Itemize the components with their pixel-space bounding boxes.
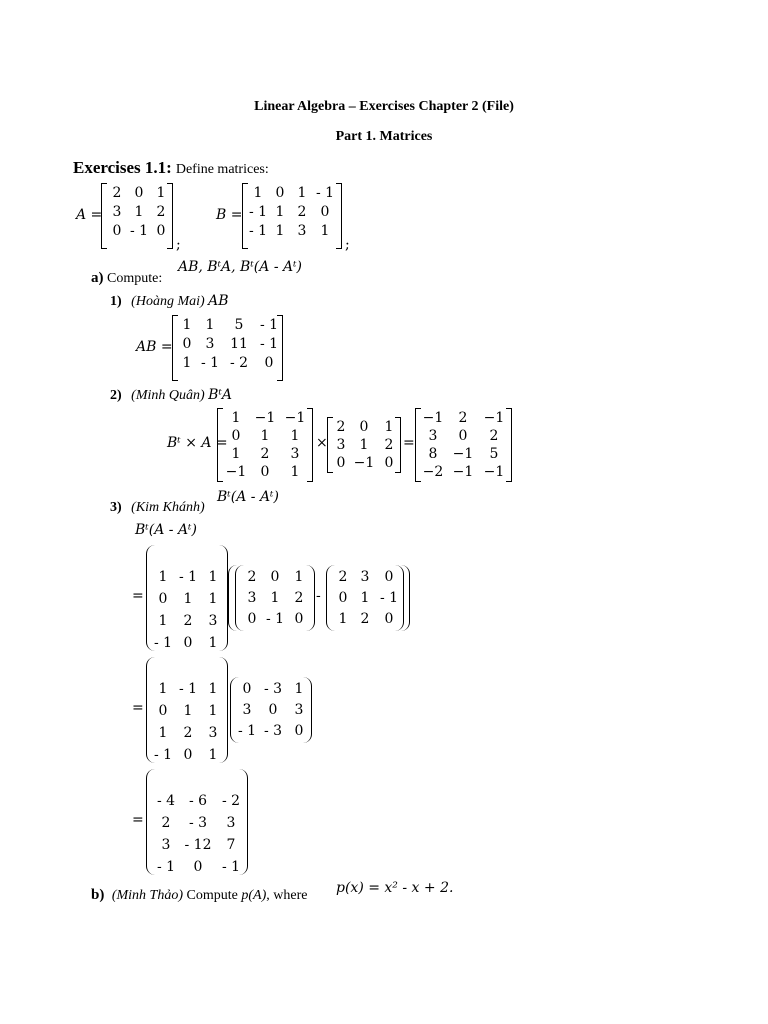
matrix-cell: 1 bbox=[359, 437, 369, 453]
matrix-cell: 0 bbox=[182, 336, 192, 352]
matrix-cell: - 1 bbox=[259, 336, 279, 352]
matrix-cell: −2 bbox=[422, 464, 444, 480]
matrix-cell: 1 bbox=[294, 569, 304, 585]
matrix-cell: −1 bbox=[353, 455, 375, 471]
matrix-a-copy bbox=[327, 417, 401, 473]
part-b-label: b) bbox=[91, 887, 105, 903]
bt-a-label: Bᵗ × A = bbox=[167, 435, 228, 451]
part-a-expression: AB, BᵗA, Bᵗ(A - Aᵗ) bbox=[178, 259, 303, 275]
matrix-cell: - 6 bbox=[188, 793, 208, 809]
matrix-cell: −1 bbox=[225, 464, 247, 480]
matrix-cell: 3 bbox=[247, 590, 257, 606]
matrix-cell: - 1 bbox=[379, 590, 399, 606]
item-3-line: Bᵗ(A - Aᵗ) bbox=[135, 522, 197, 538]
matrix-cell: 3 bbox=[208, 613, 218, 629]
matrix-cell: −1 bbox=[483, 464, 505, 480]
matrix-cell: 0 bbox=[294, 723, 304, 739]
part-b-text: Compute bbox=[186, 888, 238, 903]
part-a-label: a) bbox=[91, 270, 104, 286]
matrix-a-copy bbox=[235, 565, 315, 631]
matrix-cell: 1 bbox=[275, 223, 285, 239]
matrix-cell: 1 bbox=[158, 569, 168, 585]
matrix-cell: 0 bbox=[158, 591, 168, 607]
item-number: 2) bbox=[110, 388, 122, 403]
matrix-cell: 1 bbox=[231, 446, 241, 462]
matrix-cell: 3 bbox=[294, 702, 304, 718]
matrix-cell: 0 bbox=[242, 681, 252, 697]
item-expression: BᵗA bbox=[208, 387, 233, 403]
matrix-cell: 0 bbox=[359, 419, 369, 435]
matrix-cell: 2 bbox=[247, 569, 257, 585]
matrix-cell: 3 bbox=[226, 815, 236, 831]
matrix-cell: 2 bbox=[112, 185, 122, 201]
item-author: (Minh Quân) bbox=[131, 388, 205, 403]
document-title: Linear Algebra – Exercises Chapter 2 (File) bbox=[254, 99, 514, 114]
item-number: 1) bbox=[110, 294, 122, 309]
equals-sign: = bbox=[132, 700, 144, 716]
item-1-heading bbox=[110, 293, 229, 310]
matrix-cell: −1 bbox=[284, 410, 306, 426]
matrix-cell: 1 bbox=[205, 317, 215, 333]
matrix-cell: - 1 bbox=[200, 355, 220, 371]
matrix-cell: 1 bbox=[208, 635, 218, 651]
matrix-cell: 3 bbox=[242, 702, 252, 718]
matrix-cell: 2 bbox=[458, 410, 468, 426]
matrix-cell: 0 bbox=[247, 611, 257, 627]
times-sign: × bbox=[316, 435, 328, 451]
matrix-cell: - 1 bbox=[156, 859, 176, 875]
matrix-cell: 1 bbox=[182, 355, 192, 371]
matrix-a-label: A = bbox=[76, 207, 103, 223]
matrix-cell: 1 bbox=[183, 591, 193, 607]
matrix-cell: 0 bbox=[294, 611, 304, 627]
minus-sign: - bbox=[316, 588, 321, 604]
matrix-cell: - 1 bbox=[178, 681, 198, 697]
matrix-cell: 0 bbox=[384, 455, 394, 471]
matrix-cell: 0 bbox=[264, 355, 274, 371]
matrix-cell: 2 bbox=[260, 446, 270, 462]
matrix-cell: - 1 bbox=[248, 204, 268, 220]
matrix-cell: 1 bbox=[208, 747, 218, 763]
matrix-cell: - 2 bbox=[229, 355, 249, 371]
item-3-heading bbox=[110, 500, 205, 516]
separator: ; bbox=[176, 237, 181, 253]
matrix-cell: 0 bbox=[270, 569, 280, 585]
matrix-bt bbox=[217, 408, 313, 482]
part-heading: Part 1. Matrices bbox=[335, 129, 433, 144]
matrix-cell: 1 bbox=[158, 725, 168, 741]
matrix-cell: 3 bbox=[297, 223, 307, 239]
exercise-intro: Define matrices: bbox=[175, 162, 269, 177]
matrix-cell: - 3 bbox=[263, 723, 283, 739]
matrix-cell: - 12 bbox=[184, 837, 212, 853]
matrix-cell: 5 bbox=[234, 317, 244, 333]
matrix-cell: 1 bbox=[183, 703, 193, 719]
item-3-expression: Bᵗ(A - Aᵗ) bbox=[217, 489, 279, 505]
matrix-cell: 2 bbox=[336, 419, 346, 435]
matrix-cell: 0 bbox=[231, 428, 241, 444]
matrix-cell: - 1 bbox=[248, 223, 268, 239]
matrix-cell: 1 bbox=[297, 185, 307, 201]
matrix-cell: −1 bbox=[452, 464, 474, 480]
matrix-cell: 1 bbox=[182, 317, 192, 333]
matrix-bt bbox=[146, 545, 228, 651]
matrix-result bbox=[146, 769, 248, 875]
exercise-heading bbox=[73, 158, 269, 178]
matrix-cell: 7 bbox=[226, 837, 236, 853]
matrix-cell: 1 bbox=[208, 569, 218, 585]
matrix-cell: 0 bbox=[338, 590, 348, 606]
equals-sign: = bbox=[132, 588, 144, 604]
part-b-author: (Minh Thảo) bbox=[111, 888, 184, 903]
matrix-cell: 2 bbox=[161, 815, 171, 831]
matrix-cell: 1 bbox=[158, 681, 168, 697]
matrix-cell: 8 bbox=[428, 446, 438, 462]
polynomial: p(x) = x² - x + 2. bbox=[336, 880, 454, 896]
matrix-cell: 5 bbox=[489, 446, 499, 462]
matrix-cell: 1 bbox=[275, 204, 285, 220]
matrix-cell: 2 bbox=[384, 437, 394, 453]
matrix-cell: 2 bbox=[156, 204, 166, 220]
matrix-cell: 0 bbox=[260, 464, 270, 480]
matrix-cell: 3 bbox=[290, 446, 300, 462]
matrix-cell: 2 bbox=[183, 725, 193, 741]
matrix-cell: - 1 bbox=[237, 723, 257, 739]
matrix-cell: - 1 bbox=[265, 611, 285, 627]
matrix-cell: - 1 bbox=[221, 859, 241, 875]
matrix-cell: 3 bbox=[112, 204, 122, 220]
item-expression: AB bbox=[208, 293, 229, 309]
matrix-cell: 1 bbox=[253, 185, 263, 201]
matrix-cell: 2 bbox=[338, 569, 348, 585]
matrix-cell: 1 bbox=[290, 428, 300, 444]
part-b-text2: , where bbox=[266, 888, 308, 903]
matrix-cell: 1 bbox=[208, 703, 218, 719]
matrix-cell: 1 bbox=[208, 681, 218, 697]
item-author: (Hoàng Mai) bbox=[131, 294, 205, 309]
matrix-cell: 0 bbox=[275, 185, 285, 201]
matrix-difference bbox=[230, 677, 312, 743]
matrix-cell: 3 bbox=[161, 837, 171, 853]
matrix-cell: 1 bbox=[320, 223, 330, 239]
matrix-cell: - 1 bbox=[129, 223, 149, 239]
matrix-cell: 1 bbox=[338, 611, 348, 627]
matrix-cell: 0 bbox=[268, 702, 278, 718]
matrix-cell: 0 bbox=[193, 859, 203, 875]
separator: ; bbox=[345, 237, 350, 253]
matrix-cell: 1 bbox=[231, 410, 241, 426]
matrix-b-label: B = bbox=[216, 207, 243, 223]
matrix-cell: −1 bbox=[254, 410, 276, 426]
matrix-cell: 1 bbox=[158, 613, 168, 629]
ab-label: AB = bbox=[136, 339, 173, 355]
item-author: (Kim Khánh) bbox=[131, 500, 205, 515]
matrix-cell: −1 bbox=[483, 410, 505, 426]
part-b-heading bbox=[91, 887, 307, 904]
matrix-cell: 2 bbox=[294, 590, 304, 606]
part-a-compute: Compute: bbox=[107, 271, 163, 286]
matrix-cell: 0 bbox=[112, 223, 122, 239]
matrix-cell: 0 bbox=[183, 747, 193, 763]
matrix-cell: 2 bbox=[360, 611, 370, 627]
matrix-cell: 1 bbox=[290, 464, 300, 480]
matrix-cell: 0 bbox=[156, 223, 166, 239]
matrix-ab bbox=[172, 315, 283, 381]
equals-sign: = bbox=[403, 435, 415, 451]
equals-sign: = bbox=[132, 812, 144, 828]
item-number: 3) bbox=[110, 500, 122, 515]
matrix-cell: 0 bbox=[336, 455, 346, 471]
matrix-cell: 0 bbox=[320, 204, 330, 220]
matrix-bt bbox=[146, 657, 228, 763]
matrix-cell: −1 bbox=[452, 446, 474, 462]
matrix-a bbox=[101, 183, 173, 249]
matrix-cell: 3 bbox=[360, 569, 370, 585]
matrix-cell: 3 bbox=[208, 725, 218, 741]
matrix-cell: 3 bbox=[336, 437, 346, 453]
matrix-cell: −1 bbox=[422, 410, 444, 426]
matrix-cell: 1 bbox=[260, 428, 270, 444]
matrix-cell: 3 bbox=[428, 428, 438, 444]
matrix-cell: 1 bbox=[134, 204, 144, 220]
part-a-heading bbox=[91, 270, 162, 287]
matrix-cell: - 3 bbox=[263, 681, 283, 697]
matrix-cell: 0 bbox=[458, 428, 468, 444]
matrix-cell: 1 bbox=[156, 185, 166, 201]
matrix-cell: 1 bbox=[360, 590, 370, 606]
matrix-cell: 2 bbox=[297, 204, 307, 220]
matrix-cell: - 1 bbox=[178, 569, 198, 585]
matrix-b bbox=[242, 183, 342, 249]
matrix-cell: - 2 bbox=[221, 793, 241, 809]
matrix-cell: 0 bbox=[384, 611, 394, 627]
part-b-pa: p(A) bbox=[241, 888, 267, 903]
exercise-label: Exercises 1.1: bbox=[73, 158, 172, 177]
matrix-cell: 1 bbox=[270, 590, 280, 606]
item-2-heading bbox=[110, 387, 232, 404]
matrix-cell: 0 bbox=[384, 569, 394, 585]
matrix-cell: - 1 bbox=[153, 635, 173, 651]
matrix-cell: 1 bbox=[384, 419, 394, 435]
matrix-bt-a-result bbox=[415, 408, 512, 482]
matrix-cell: 1 bbox=[294, 681, 304, 697]
matrix-cell: - 4 bbox=[156, 793, 176, 809]
matrix-cell: - 1 bbox=[315, 185, 335, 201]
matrix-cell: - 3 bbox=[188, 815, 208, 831]
matrix-cell: - 1 bbox=[153, 747, 173, 763]
matrix-cell: 2 bbox=[183, 613, 193, 629]
matrix-cell: 11 bbox=[230, 336, 248, 352]
matrix-cell: 0 bbox=[183, 635, 193, 651]
matrix-cell: 1 bbox=[208, 591, 218, 607]
matrix-cell: 2 bbox=[489, 428, 499, 444]
matrix-cell: - 1 bbox=[259, 317, 279, 333]
matrix-cell: 0 bbox=[134, 185, 144, 201]
matrix-cell: 3 bbox=[205, 336, 215, 352]
matrix-cell: 0 bbox=[158, 703, 168, 719]
matrix-a-transpose bbox=[326, 565, 404, 631]
